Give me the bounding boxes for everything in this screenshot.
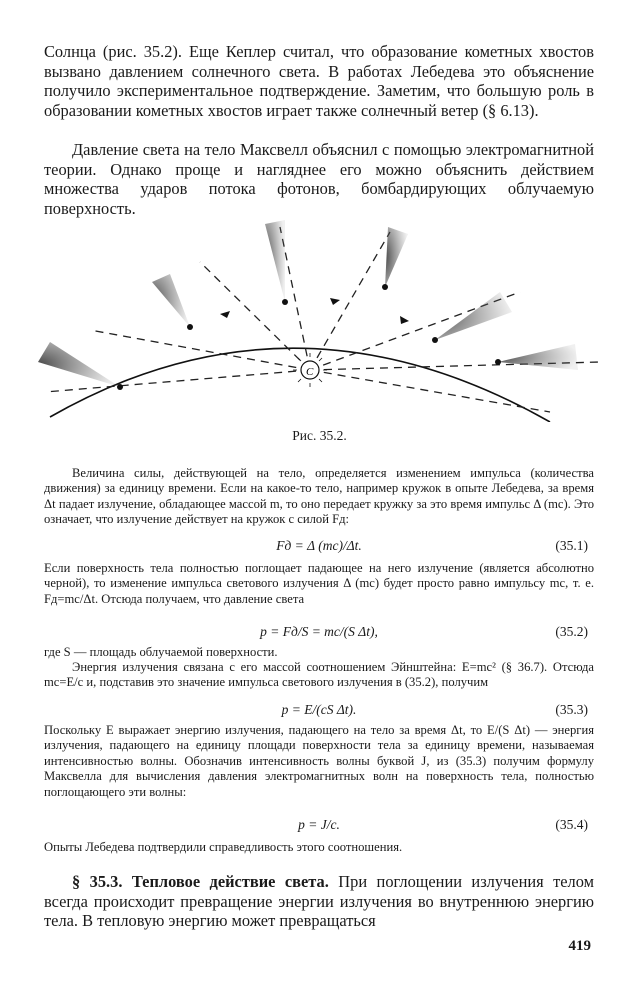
sun-label: C bbox=[306, 366, 314, 378]
formula-number: (35.4) bbox=[555, 817, 588, 832]
formula-35-2 bbox=[44, 624, 594, 642]
formula-expression: p = J/c. bbox=[298, 817, 340, 832]
orbit-arrows bbox=[220, 298, 409, 324]
formula-35-3 bbox=[44, 702, 594, 720]
formula-number: (35.3) bbox=[555, 702, 588, 717]
formula-number: (35.2) bbox=[555, 624, 588, 639]
figure-comet-diagram bbox=[30, 212, 610, 422]
section-thermal-action bbox=[44, 872, 594, 931]
paragraph-force: Величина силы, действующей на тело, определяется изменением импульса (количества движения) за единицу времени. Если на какое-то тело, например кружок в опыте Лебедева, за время Δt падает излучение, обладающее массой m, то оно передает кружку за это время импульс Δ (mc). Это означает, что излучение действует на кружок с силой Fд: bbox=[44, 466, 594, 527]
page-number: 419 bbox=[568, 938, 591, 954]
formula-35-1 bbox=[44, 538, 594, 556]
formula-expression: p = Fд/S = mc/(S Δt), bbox=[260, 624, 378, 639]
sun-icon bbox=[293, 353, 327, 387]
paragraph-maxwell: Давление света на тело Максвелл объяснил с помощью электромагнитной теории. Однако проще и нагляднее его можно объяснить действием множества ударов потока фотонов, бомбардирующих облучаемую поверхность. bbox=[44, 140, 594, 218]
formula-expression: Fд = Δ (mc)/Δt. bbox=[276, 538, 362, 553]
paragraph-intensity: Поскольку E выражает энергию излучения, падающего на тело за время Δt, то E/(S Δt) — энергия излучения, падающего на единицу площади поверхности тела за единицу времени, называемая интенсивностью волны. Обозначив интенсивность волны буквой J, из (35.3) получим формулу Максвелла для вычисления давления электромагнитных волн на поверхность тела, полностью поглощающего эти волны: bbox=[44, 723, 594, 799]
formula-number: (35.1) bbox=[555, 538, 588, 553]
paragraph-einstein: Энергия излучения связана с его массой соотношением Эйнштейна: E=mc² (§ 36.7). Отсюда mc=E/c и, подставив это значение импульса светового излучения в (35.2), получим bbox=[44, 660, 594, 690]
section-heading: § 35.3. Тепловое действие света. bbox=[72, 872, 329, 891]
formula-expression: p = E/(cS Δt). bbox=[281, 702, 357, 717]
paragraph-area: где S — площадь облучаемой поверхности. bbox=[44, 645, 278, 659]
paragraph-comet-tails: Солнца (рис. 35.2). Еще Кеплер считал, что образование кометных хвостов вызвано давлением солнечного света. В работах Лебедева это объяснение получило экспериментальное подтверждение. Заметим, что большую роль в образовании кометных хвостов играет также солнечный ветер (§ 6.13). bbox=[44, 42, 594, 120]
paragraph-confirmation: Опыты Лебедева подтвердили справедливость этого соотношения. bbox=[44, 840, 403, 854]
light-rays bbox=[45, 227, 600, 412]
figure-caption: Рис. 35.2. bbox=[292, 428, 347, 443]
formula-35-4 bbox=[44, 817, 594, 835]
section-text: При поглощении излучения телом всегда происходит превращение энергии излучения во внутреннюю энергию тела. В тепловую энергию может превращаться bbox=[44, 872, 594, 931]
paragraph-black-body: Если поверхность тела полностью поглощает падающее на него излучение (является абсолютно черной), то изменение импульса светового излучения Δ (mc) будет просто равно импульсу mc, т. е. Fд=mc/Δt. Отсюда получаем, что давление света bbox=[44, 561, 594, 606]
